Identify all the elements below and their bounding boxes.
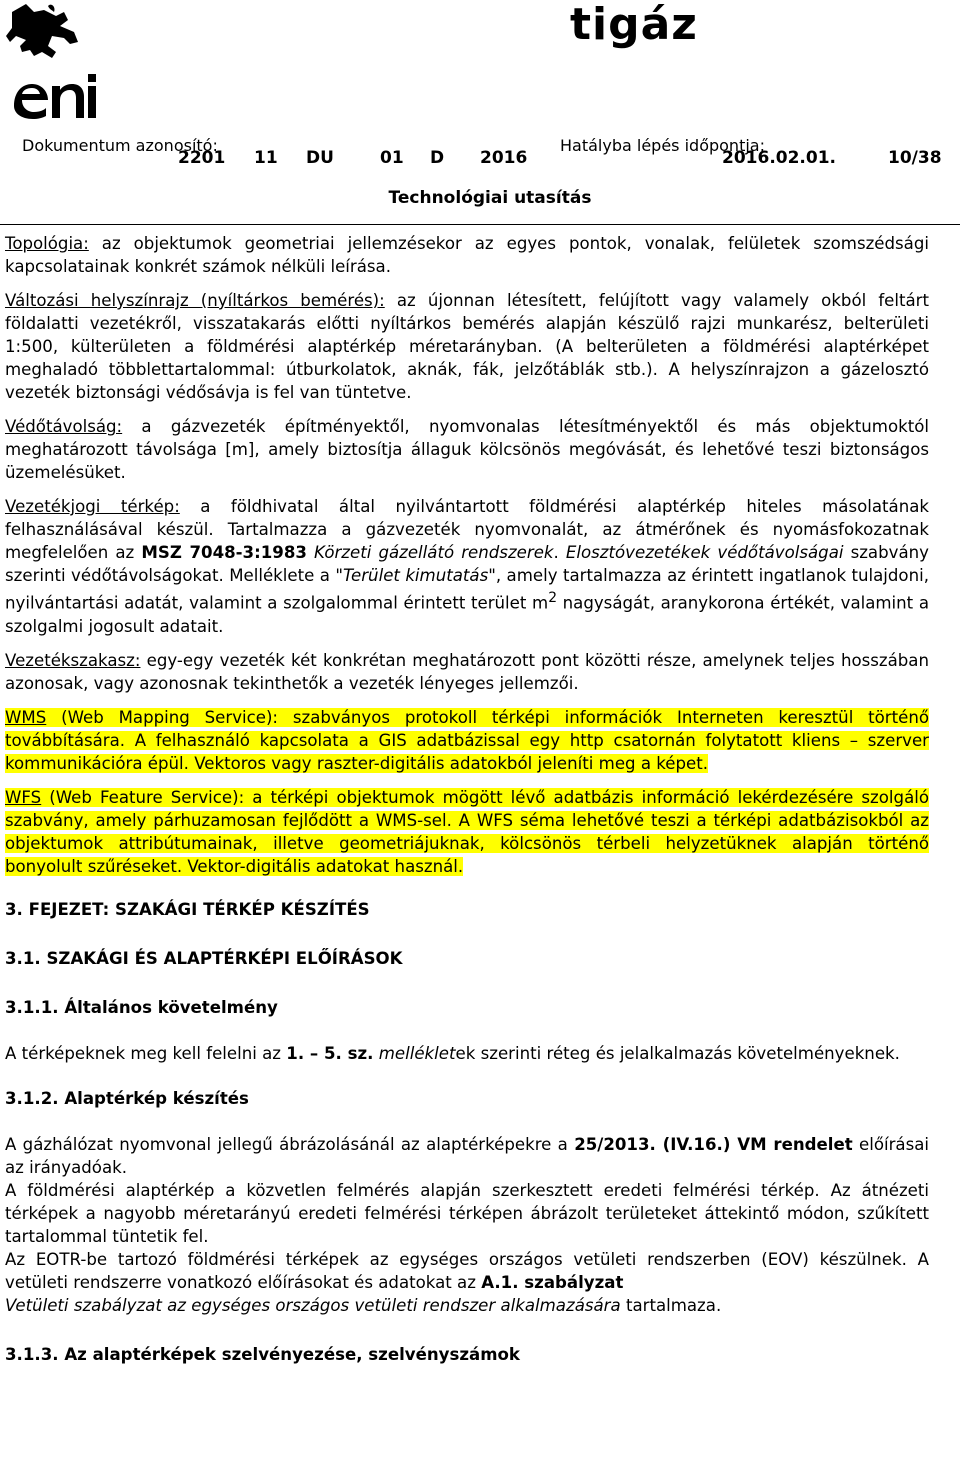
definition-text: egy-egy vezeték két konkrétan meghatározott pont közötti része, amelynek teljes hosszában azonosak, vagy azonosnak tekinthetők a vezeték lényeges jellemzői. [5,650,929,693]
definition-vezetekjogi-terkep [5,495,929,638]
definition-text: . [553,543,566,562]
document-body [5,232,929,1366]
standard-code: MSZ 7048-3:1983 [141,543,307,562]
eni-logo [4,2,98,120]
definition-term: WFS [5,787,42,807]
effective-date: 2016.02.01. [722,148,837,168]
definition-text: az objektumok geometriai jellemzésekor az egyes pontok, vonalak, felületek szomszédsági kapcsolatainak konkrét számok nélküli leírása. [5,234,929,276]
definition-text: az újonnan létesített, felújított vagy valamely okból feltárt földalatti vezetékről, visszatakarás előtti nyíltárkos bemérés alapján készülő rajzi munkarész, belterületi 1:500, külterületen a földmérési alaptérkép méretarányban. (A belterületen a földmérési alaptérképet meghaladó többlettartalommal: útburkolatok, aknák, fák, jelzőtáblák stb.). A helyszínrajzon a gázelosztó vezeték biztonsági védősávja is fel van tüntetve. [5,291,929,402]
definition-wms [5,706,929,775]
subsection-heading: 3.1.1. Általános követelmény [5,997,278,1017]
header-rule [0,224,960,225]
definition-vedotavolsag [5,415,929,484]
standard-title: Körzeti gázellátó rendszerek [306,543,554,562]
doc-id-part: D [430,148,445,168]
annex-range: 1. – 5. sz. [286,1043,374,1063]
regulation-reference: 25/2013. (IV.16.) VM rendelet [574,1134,853,1154]
subsection-heading: 3.1.2. Alaptérkép készítés [5,1088,249,1108]
definition-term: Változási helyszínrajz (nyíltárkos bemérés): [5,291,385,310]
superscript: 2 [548,590,557,606]
annex-word: melléklet [378,1043,456,1063]
definition-term: Topológia: [5,234,89,253]
body-text: ek szerinti réteg és jelalkalmazás követelményeknek. [455,1043,900,1063]
paragraph-general-requirement [5,1042,929,1065]
definition-term: WMS [5,707,47,727]
annex-title: "Terület kimutatás" [335,566,496,585]
definition-topologia [5,232,929,278]
regulation-reference: A.1. szabályzat [481,1272,624,1292]
definition-term: Védőtávolság: [5,417,123,436]
definition-text: nagyságát, aranykorona értékét, valamint a szolgalmi jogosult adatait. [5,593,930,636]
body-text: A gázhálózat nyomvonal jellegű ábrázolásánál az alaptérképekre a [5,1134,575,1154]
page-number: 10/38 [888,148,942,168]
definition-term: Vezetékjogi térkép: [5,497,180,516]
definition-term: Vezetékszakasz: [5,650,141,670]
definition-valtozasi-helyszinrajz [5,289,929,404]
definition-vezetekszakasz [5,649,929,695]
definition-wfs [5,786,929,878]
chapter-heading: 3. FEJEZET: SZAKÁGI TÉRKÉP KÉSZÍTÉS [5,899,370,919]
effective-label: Hatályba lépés időpontja: [560,136,765,155]
standard-subtitle: Elosztóvezetékek védőtávolságai [565,543,844,562]
doc-id-part: DU [306,148,334,168]
section-heading: 3.1. SZAKÁGI ÉS ALAPTÉRKÉPI ELŐÍRÁSOK [5,948,403,968]
paragraph-base-map: A földmérési alaptérkép a közvetlen felmérés alapján szerkesztett eredeti felmérési térkép. Az átnézeti térképek a nagyobb méretarányú eredeti felmérési térképen ábrázolt területeket áttekintő módon, szűkített tartalommal tüntetik fel. [5,1180,929,1246]
doc-id-part: 01 [380,148,404,168]
definition-text: (Web Mapping Service): szabványos protokoll térképi információk Interneten keresztül történő továbbítására. A felhasználó kapcsolata a GIS adatbázissal egy http csatornán folytatott kliens – szerver kommunikációra épül. Vektoros vagy raszter-digitális adatokból jeleníti meg a képet. [5,707,929,773]
tigaz-logo: tigáz [570,0,698,50]
definition-text: (Web Feature Service): a térképi objektumok mögött lévő adatbázis információ lekérdezésére szolgáló szabvány, amely párhuzamosan fejlődött a WMS-sel. A WFS séma lehetővé teszi a térképi adatbázisokból az objektumok attribútumainak, illetve geometriájuknak, kölcsönös térbeli helyzetüknek alapján történő bonyolult szűréseket. Vektor-digitális adatokat használ. [5,787,929,876]
subsection-heading: 3.1.3. Az alaptérképek szelvényezése, szelvényszámok [5,1344,520,1364]
doc-id-label: Dokumentum azonosító: [22,136,218,155]
definition-text: , amely tartalmazza az érintett ingatlanok tulajdoni, nyilvántartási adatát, valamint a szolgalommal érintett terület m [5,566,929,613]
body-text: Az EOTR-be tartozó földmérési térképek az egységes országos vetületi rendszerben (EOV) készülnek. A vetületi rendszerre vonatkozó előírásokat és adatokat az [5,1249,929,1292]
definition-text: szabvány szerinti védőtávolságokat. Melléklete a [5,543,929,585]
definition-text: a földhivatal által nyilvántartott földmérési alaptérkép hiteles másolatának felhasználásával készül. Tartalmazza a gázvezeték nyomvonalát, az átmérőnek és nyomásfokozatnak megfelelően az [5,497,929,562]
definition-text: a gázvezeték építményektől, nyomvonalas létesítményektől és más objektumoktól meghatározott távolsága [m], amely biztosítja állaguk kölcsönös megóvását, és lehetővé teszi biztonságos üzemelésüket. [5,417,929,482]
doc-id-part: 11 [254,148,278,168]
body-text: előírásai az irányadóak. [5,1134,929,1177]
body-text: tartalmaza. [620,1295,722,1315]
doc-id-part: 2201 [178,148,226,168]
regulation-title: Vetületi szabályzat az egységes országos vetületi rendszer alkalmazására [5,1295,621,1315]
paragraph-regulation [5,1133,929,1179]
paragraph-eotr [5,1248,929,1317]
doc-id-part: 2016 [480,148,528,168]
document-subtitle: Technológiai utasítás [388,188,592,208]
body-text: A térképeknek meg kell felelni az [5,1043,287,1063]
document-header [0,136,960,186]
